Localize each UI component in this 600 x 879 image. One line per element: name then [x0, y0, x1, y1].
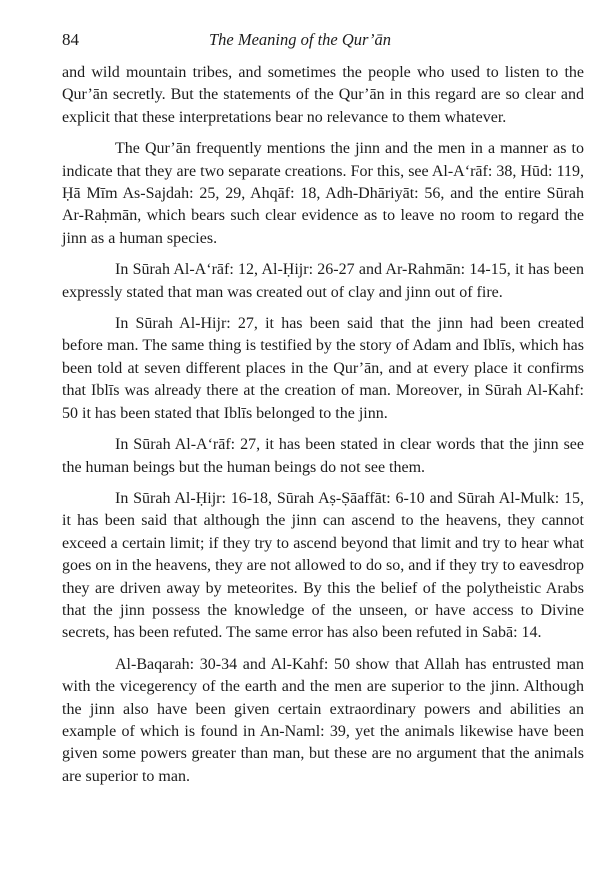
paragraph-1: and wild mountain tribes, and sometimes the people who used to listen to the Qur’ān secretly. But the statements of the Qur’ān in this regard are so clear and explicit that these interpretations bear no relevance to them whatever.: [62, 64, 584, 126]
paragraph-6: In Sūrah Al-Ḥijr: 16-18, Sūrah Aṣ-Ṣāaffāt: 6-10 and Sūrah Al-Mulk: 15, it has been said that although the jinn can ascend to the heavens, they cannot exceed a certain limit; if they try to ascend beyond that limit and try to hear what goes on in the heavens, they are not allowed to do so, and if they try to eavesdrop they are driven away by meteorites. By this the belief of the polytheistic Arabs that the jinn possess the knowledge of the unseen, or have access to Divine secrets, has been refuted. The same error has also been refuted in Sabā: 14.: [62, 489, 584, 642]
paragraph-3: In Sūrah Al-A‘rāf: 12, Al-Ḥijr: 26-27 and Ar-Rahmān: 14-15, it has been expressly stated that man was created out of clay and jinn out of fire.: [62, 261, 584, 301]
paragraph-2: The Qur’ān frequently mentions the jinn and the men in a manner as to indicate that they are two separate creations. For this, see Al-A‘rāf: 38, Hūd: 119, Ḥā Mīm As-Sajdah: 25, 29, Ahqāf: 18, Adh-Dhāriyāt: 56, and the entire Sūrah Ar-Raḥmān, which bears such clear evidence as to leave no room to regard the jinn as a human species.: [62, 140, 584, 247]
page-number: 84: [62, 30, 79, 49]
paragraph-5: In Sūrah Al-A‘rāf: 27, it has been stated in clear words that the jinn see the human beings but the human beings do not see them.: [62, 436, 584, 476]
paragraph-7: Al-Baqarah: 30-34 and Al-Kahf: 50 show that Allah has entrusted man with the vicegerency of the earth and the men are superior to the jinn. Although the jinn also have been given certain extraordinary powers and abilities an example of which is found in An-Naml: 39, yet the animals likewise have been given some powers greater than man, but these are no argument that the animals are superior to man.: [62, 655, 584, 785]
running-header: The Meaning of the Qur’ān: [208, 30, 392, 49]
paragraph-4: In Sūrah Al-Hijr: 27, it has been said that the jinn had been created before man. The same thing is testified by the story of Adam and Iblīs, which has been told at seven different places in the Qur’ān, and at every place it confirms that Iblīs was already there at the creation of man. Moreover, in Sūrah Al-Kahf: 50 it has been stated that Iblīs belonged to the jinn.: [62, 315, 584, 422]
body-text: [62, 62, 584, 797]
